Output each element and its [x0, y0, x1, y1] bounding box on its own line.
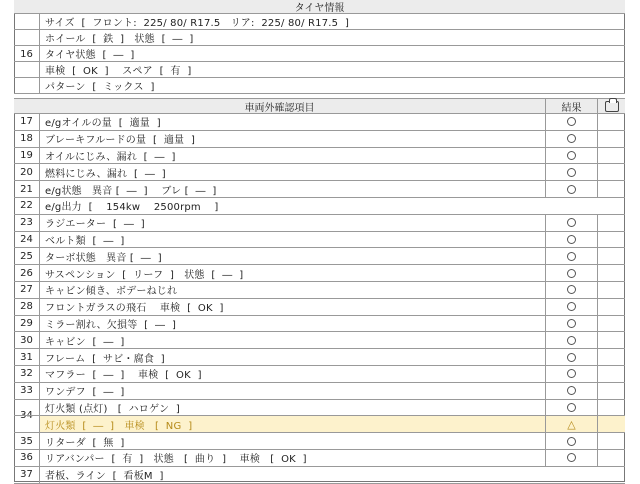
inspection-row: [14, 181, 625, 198]
inspection-row: [14, 282, 625, 299]
ok-circle-icon: [567, 285, 576, 294]
inspection-row: [14, 433, 625, 450]
row-text: ブレーキフルードの量 [ 適量 ]: [45, 135, 196, 147]
row-number: 28: [14, 299, 40, 315]
row-text: フレーム [ サビ・腐食 ]: [45, 353, 165, 365]
result-cell: [545, 450, 597, 466]
extra-cell: [597, 400, 625, 416]
extra-cell: [597, 383, 625, 399]
tire-row-number-text: 16: [20, 48, 33, 60]
result-cell: [545, 232, 597, 248]
result-cell: [545, 433, 597, 449]
tire-info-row: [14, 78, 625, 94]
result-cell: [545, 366, 597, 382]
extra-cell: [597, 181, 625, 197]
extra-cell: [597, 265, 625, 281]
ok-circle-icon: [567, 453, 576, 462]
ok-circle-icon: [567, 252, 576, 261]
inspection-row: [14, 349, 625, 366]
result-cell: [545, 131, 597, 147]
extra-cell: [597, 332, 625, 348]
row-text: リターダ [ 無 ]: [45, 437, 125, 449]
inspection-row: [14, 164, 625, 181]
row-text: e/gオイルの量 [ 適量 ]: [45, 118, 161, 130]
row-text: サスペンション [ リーフ ] 状態 [ ― ]: [45, 269, 244, 281]
extra-cell: [597, 416, 625, 432]
inspection-row: [14, 215, 625, 232]
row-text: e/g出力 [ 154kw 2500rpm ]: [45, 202, 219, 214]
extra-cell: [597, 316, 625, 332]
result-cell: [545, 265, 597, 281]
ok-circle-icon: [567, 302, 576, 311]
inspection-row: [14, 467, 625, 484]
row-number: 33: [14, 383, 40, 399]
ok-circle-icon: [567, 437, 576, 446]
tire-section-title: [14, 0, 625, 14]
pattern-text: パターン [ ミックス ]: [45, 82, 155, 93]
ok-circle-icon: [567, 134, 576, 143]
result-cell: [545, 400, 597, 416]
extra-cell: [597, 433, 625, 449]
row-text: ターボ状態 異音 [ ― ]: [45, 252, 162, 264]
inspection-row: [14, 383, 625, 400]
row-number: 29: [14, 316, 40, 332]
row-number: 37: [14, 467, 40, 483]
inspection-row: [14, 198, 625, 215]
row-text: リアバンパー [ 有 ] 状態 [ 曲り ] 車検 [ OK ]: [45, 454, 307, 466]
inspection-sheet: [14, 0, 625, 483]
row-number: 21: [14, 181, 40, 197]
ok-circle-icon: [567, 403, 576, 412]
exterior-section-header: [14, 99, 625, 114]
inspection-row: [14, 450, 625, 467]
tire-condition-text: タイヤ状態 [ ― ]: [45, 50, 135, 61]
row-text: オイルにじみ、漏れ [ ― ]: [45, 151, 176, 163]
tire-info-row: [14, 30, 625, 46]
row-text: キャビン [ ― ]: [45, 336, 125, 348]
ok-circle-icon: [567, 235, 576, 244]
tire-info-row: [14, 14, 625, 30]
tire-section-title-text: タイヤ情報: [294, 3, 345, 14]
ok-circle-icon: [567, 117, 576, 126]
inspection-row: [14, 299, 625, 316]
ok-circle-icon: [567, 185, 576, 194]
row-text: e/g状態 異音 [ ― ] ブレ [ ― ]: [45, 185, 217, 197]
result-cell: [545, 164, 597, 180]
inspection-spare-text: 車検 [ OK ] スペア [ 有 ]: [45, 66, 192, 77]
extra-cell: [597, 366, 625, 382]
inspection-row: [14, 265, 625, 282]
result-cell: [545, 299, 597, 315]
row-number: 19: [14, 148, 40, 164]
result-cell: [545, 181, 597, 197]
extra-cell: [597, 349, 625, 365]
row-text: ワンデフ [ ― ]: [45, 387, 125, 399]
row-text: フロントガラスの飛石 車検 [ OK ]: [45, 303, 224, 315]
extra-cell: [597, 299, 625, 315]
result-cell: [545, 215, 597, 231]
row-number: 23: [14, 215, 40, 231]
row-number: 25: [14, 248, 40, 264]
inspection-row: [14, 248, 625, 265]
ok-circle-icon: [567, 269, 576, 278]
result-cell: [545, 282, 597, 298]
ok-circle-icon: [567, 353, 576, 362]
result-cell: [545, 316, 597, 332]
extra-cell: [597, 148, 625, 164]
result-cell: [545, 383, 597, 399]
tire-info-row: [14, 46, 625, 62]
result-cell: [545, 248, 597, 264]
extra-cell: [597, 164, 625, 180]
extra-cell: [597, 131, 625, 147]
row-number: 26: [14, 265, 40, 281]
row-text: ミラー割れ、欠損等 [ ― ]: [45, 319, 177, 331]
result-cell: [545, 148, 597, 164]
ok-circle-icon: [567, 168, 576, 177]
row-number: 24: [14, 232, 40, 248]
extra-cell: [597, 114, 625, 130]
row-number: 34: [14, 400, 40, 434]
inspection-row: [14, 131, 625, 148]
exterior-section-title: 車両外確認項目: [244, 102, 315, 114]
row-text: 灯火類 (点灯) [ ハロゲン ]: [45, 403, 181, 415]
result-cell: [545, 114, 597, 130]
row-text: 灯火類 [ ― ] 車検 [ NG ]: [45, 420, 193, 432]
row-number: 27: [14, 282, 40, 298]
row-text: ベルト類 [ ― ]: [45, 235, 125, 247]
row-number: 35: [14, 433, 40, 449]
caution-triangle-icon: △: [567, 417, 576, 431]
row-text: マフラー [ ― ] 車検 [ OK ]: [45, 370, 202, 382]
extra-cell: [597, 248, 625, 264]
row-number: 22: [14, 198, 40, 214]
clipboard-icon[interactable]: [597, 99, 625, 113]
ok-circle-icon: [567, 386, 576, 395]
row-text: 者板、ライン [ 看板M ]: [45, 471, 164, 483]
inspection-row: [14, 366, 625, 383]
result-cell: [545, 332, 597, 348]
row-number: 36: [14, 450, 40, 466]
ok-circle-icon: [567, 319, 576, 328]
inspection-row: [14, 400, 625, 417]
ok-circle-icon: [567, 218, 576, 227]
inspection-row: [14, 148, 625, 165]
row-number: 18: [14, 131, 40, 147]
inspection-row: [14, 332, 625, 349]
extra-cell: [597, 232, 625, 248]
row-number: 31: [14, 349, 40, 365]
tire-size-text: サイズ [ フロント: 225/ 80/ R17.5 リア: 225/ 80/ R17.5 ]: [45, 18, 350, 29]
row-text: ラジエーター [ ― ]: [45, 219, 145, 231]
ok-circle-icon: [567, 369, 576, 378]
extra-cell: [597, 450, 625, 466]
tire-info-row: [14, 62, 625, 78]
result-cell: [545, 349, 597, 365]
row-number: 30: [14, 332, 40, 348]
wheel-text: ホイール [ 鉄 ] 状態 [ ― ]: [45, 34, 194, 45]
extra-cell: [597, 215, 625, 231]
inspection-row: [14, 114, 625, 131]
ok-circle-icon: [567, 151, 576, 160]
row-number: 17: [14, 114, 40, 130]
inspection-row: [14, 316, 625, 333]
result-cell: [545, 416, 597, 432]
row-text: 燃料にじみ、漏れ [ ― ]: [45, 168, 166, 180]
result-column-header: 結果: [545, 99, 597, 113]
inspection-row: [40, 416, 625, 433]
row-number: 32: [14, 366, 40, 382]
row-text: キャビン傾き、ボデーねじれ: [45, 286, 178, 298]
row-number: 20: [14, 164, 40, 180]
extra-cell: [597, 282, 625, 298]
ok-circle-icon: [567, 336, 576, 345]
inspection-row: [14, 232, 625, 249]
